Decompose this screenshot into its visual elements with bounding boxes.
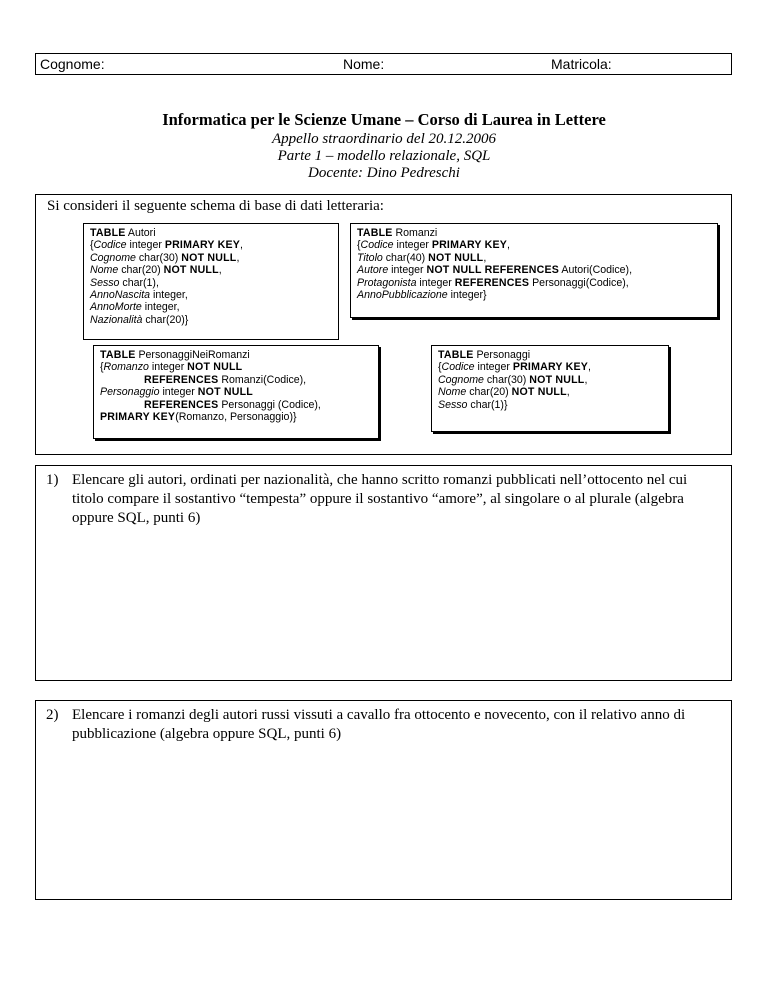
cognome-label: Cognome:	[40, 56, 105, 72]
matricola-label: Matricola:	[551, 56, 612, 72]
question-1-line: titolo compare il sostantivo “tempesta” oppure il sostantivo “amore”, al singolare o al plurale (algebra	[72, 491, 684, 507]
student-info-box	[35, 53, 732, 75]
question-2	[46, 706, 736, 746]
question-1	[46, 471, 736, 531]
exam-teacher: Docente: Dino Pedreschi	[308, 165, 460, 181]
question-2-line: Elencare i romanzi degli autori russi vissuti a cavallo fra ottocento e novecento, con il relativo anno di	[72, 707, 686, 723]
exam-title: Informatica per le Scienze Umane – Corso di Laurea in Lettere	[162, 110, 606, 129]
question-1-line: Elencare gli autori, ordinati per nazionalità, che hanno scritto romanzi pubblicati nell’ottocento nel cui	[72, 472, 688, 488]
question-1-number: 1)	[46, 472, 59, 488]
schema-intro: Si consideri il seguente schema di base di dati letteraria:	[47, 198, 384, 214]
exam-date: Appello straordinario del 20.12.2006	[271, 131, 497, 147]
exam-part: Parte 1 – modello relazionale, SQL	[277, 148, 491, 164]
table-romanzi: TABLE Romanzi {Codice integer PRIMARY KEY, Titolo char(40) NOT NULL, Autore integer NOT NULL REFERENCES Autori(Codice), Protagonista integer REFERENCES Personaggi(Codice), AnnoPubblicazione integer}	[350, 223, 718, 318]
question-2-number: 2)	[46, 707, 59, 723]
table-personaggi: TABLE Personaggi {Codice integer PRIMARY KEY, Cognome char(30) NOT NULL, Nome char(20) NOT NULL, Sesso char(1)}	[431, 345, 669, 432]
table-personaggi-nei-romanzi: TABLE PersonaggiNeiRomanzi {Romanzo integer NOT NULL REFERENCES Romanzi(Codice), Personaggio integer NOT NULL REFERENCES Personaggi (Codice), PRIMARY KEY(Romanzo, Personaggio)}	[93, 345, 379, 439]
question-2-line: pubblicazione (algebra oppure SQL, punti 6)	[72, 726, 342, 742]
nome-label: Nome:	[343, 56, 385, 72]
table-autori: TABLE Autori {Codice integer PRIMARY KEY, Cognome char(30) NOT NULL, Nome char(20) NOT NULL, Sesso char(1), AnnoNascita integer, AnnoMorte integer, Nazionalità char(20)}	[83, 223, 339, 340]
question-1-line: oppure SQL, punti 6)	[72, 510, 201, 526]
